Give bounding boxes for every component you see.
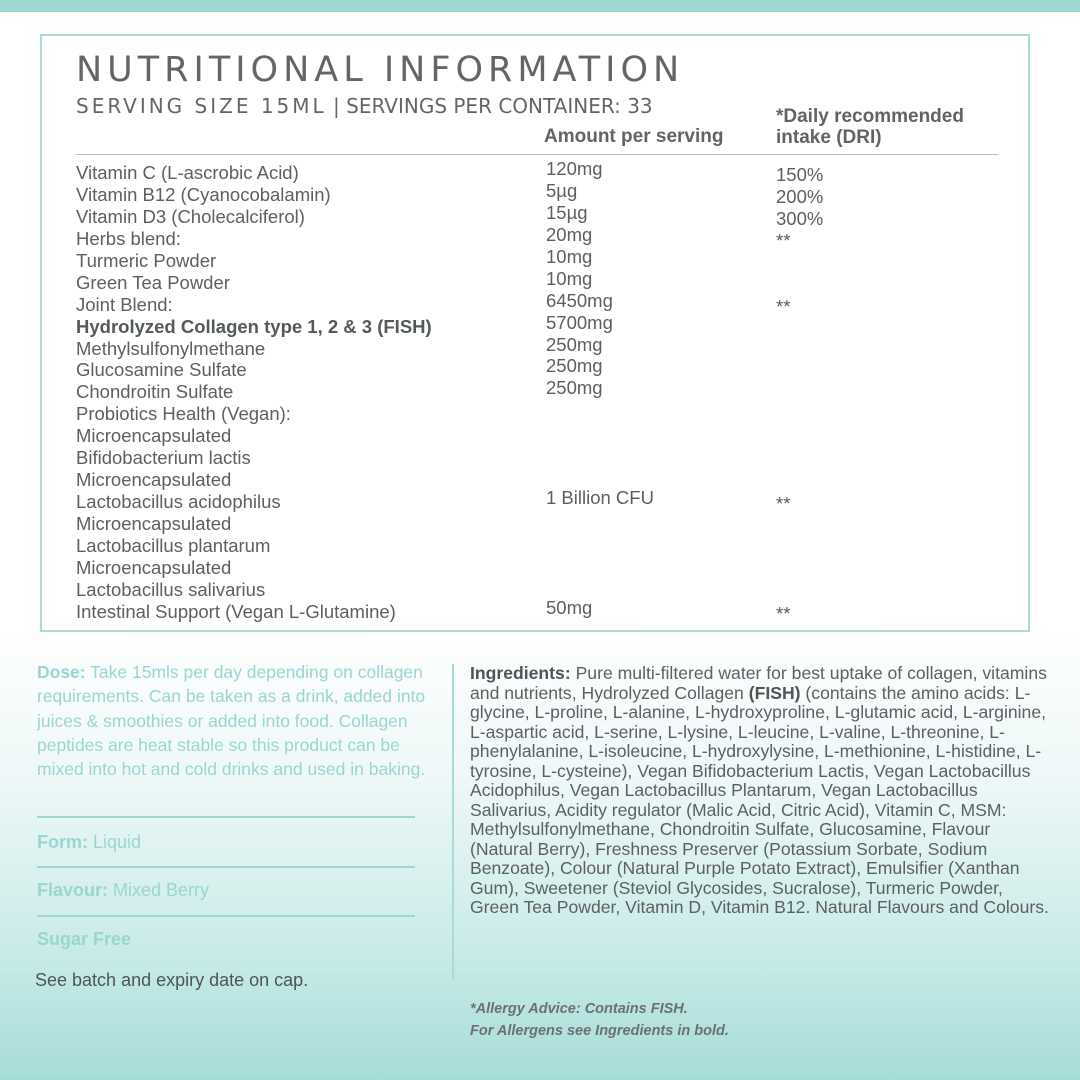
- nutrient-name: Microencapsulated: [76, 425, 232, 447]
- nutrient-amount: 50mg: [546, 596, 593, 618]
- allergy-advice: [470, 998, 729, 1042]
- nutrient-name: Bifidobacterium lactis: [76, 447, 251, 469]
- nutrition-panel: [40, 34, 1030, 632]
- nutrient-name: Green Tea Powder: [76, 271, 230, 293]
- nutrient-table: [76, 158, 1006, 624]
- dose-text: Take 15mls per day depending on collagen requirements. Can be taken as a drink, added into juices & smoothies or added into food. Collagen peptides are heat stable so this product can be mixed into hot and cold drinks and used in baking.: [37, 662, 426, 780]
- panel-title: NUTRITIONAL INFORMATION: [76, 50, 685, 90]
- nutrient-name: Intestinal Support (Vegan L-Glutamine): [76, 600, 396, 622]
- nutrient-name: Vitamin D3 (Cholecalciferol): [76, 205, 305, 227]
- ingredients-section: [470, 664, 1055, 918]
- serving-info: [76, 94, 653, 118]
- nutrient-amount: 1 Billion CFU: [546, 487, 654, 509]
- nutrient-row: [76, 179, 1006, 207]
- nutrient-amount: 5µg: [546, 179, 578, 201]
- nutrient-dri: 150%: [776, 164, 824, 185]
- nutrient-amount: 250mg: [546, 333, 603, 355]
- nutrient-row: [76, 223, 1006, 251]
- nutrient-amount: 6450mg: [546, 289, 613, 311]
- nutrient-row: [76, 469, 1006, 491]
- nutrient-name: Herbs blend:: [76, 227, 181, 249]
- serving-size: SERVING SIZE 15ML: [76, 94, 327, 118]
- allergy-line-1: *Allergy Advice: Contains FISH.: [470, 1001, 688, 1017]
- nutrient-dri: **: [776, 602, 791, 624]
- nutrient-name: Microencapsulated: [76, 556, 232, 578]
- form-value: Liquid: [88, 832, 142, 852]
- nutrient-dri: **: [776, 295, 791, 317]
- nutrient-name: Methylsulfonylmethane: [76, 337, 266, 359]
- top-accent-bar: [0, 0, 1080, 12]
- dose-paragraph: [37, 660, 437, 781]
- flavour-label: Flavour:: [37, 880, 109, 900]
- nutrient-row: [76, 557, 1006, 579]
- nutrient-amount: 20mg: [546, 223, 593, 245]
- nutrient-amount: 250mg: [546, 377, 603, 399]
- nutrient-row: [76, 158, 1006, 185]
- nutrient-amount: 15µg: [546, 201, 588, 223]
- nutrient-name: Lactobacillus salivarius: [76, 578, 266, 600]
- nutrient-amount: 120mg: [546, 158, 603, 179]
- column-divider: [452, 664, 454, 979]
- nutrient-dri: **: [776, 493, 791, 515]
- nutrient-row: [76, 201, 1006, 229]
- ingredients-paragraph: [470, 664, 1055, 918]
- nutrient-row: [76, 403, 1006, 425]
- ingredients-label: Ingredients:: [470, 663, 571, 683]
- nutrient-row: [76, 289, 1006, 317]
- nutrient-name: Microencapsulated: [76, 513, 232, 534]
- flavour-value: Mixed Berry: [108, 880, 210, 900]
- nutrient-name: Chondroitin Sulfate: [76, 381, 234, 403]
- header-divider: [76, 154, 998, 155]
- batch-note: See batch and expiry date on cap.: [35, 970, 309, 990]
- divider-line: [37, 915, 415, 917]
- nutrient-name: Turmeric Powder: [76, 249, 217, 271]
- nutrient-row: [76, 245, 1006, 272]
- nutrient-row: [76, 311, 1006, 338]
- nutrient-name: Vitamin B12 (Cyanocobalamin): [76, 183, 331, 205]
- dose-label: Dose:: [37, 662, 86, 682]
- nutrient-name: Joint Blend:: [76, 293, 173, 315]
- form-label: Form:: [37, 832, 88, 852]
- nutrient-name: Probiotics Health (Vegan):: [76, 403, 291, 425]
- nutrient-row: [76, 596, 1006, 624]
- form-line: [37, 832, 141, 853]
- nutrient-name: Microencapsulated: [76, 469, 232, 491]
- nutrient-name: Lactobacillus acidophilus: [76, 491, 281, 513]
- column-header-amount: Amount per serving: [544, 126, 724, 147]
- nutrient-amount: 10mg: [546, 245, 593, 267]
- nutrient-name: Vitamin C (L-ascrobic Acid): [76, 162, 299, 183]
- nutrient-row: [76, 535, 1006, 557]
- nutrient-row: [76, 447, 1006, 469]
- allergy-line-2: For Allergens see Ingredients in bold.: [470, 1023, 729, 1039]
- nutrient-row: [76, 425, 1006, 447]
- nutrient-name: Glucosamine Sulfate: [76, 359, 247, 381]
- nutrient-amount: 250mg: [546, 355, 603, 377]
- nutrient-amount: 10mg: [546, 267, 593, 289]
- divider-line: [37, 816, 415, 818]
- ingredients-fish: (FISH): [748, 682, 801, 703]
- nutrient-row: [76, 377, 1006, 403]
- divider-line: [37, 866, 415, 868]
- servings-per-container: SERVINGS PER CONTAINER: 33: [346, 94, 653, 118]
- dose-section: [37, 660, 437, 781]
- column-header-dri: *Daily recommended intake (DRI): [776, 106, 964, 148]
- nutrient-dri: **: [776, 229, 791, 251]
- nutrient-dri: 200%: [776, 185, 824, 207]
- nutrient-name: Lactobacillus plantarum: [76, 534, 271, 556]
- sugar-free-label: Sugar Free: [37, 929, 132, 949]
- nutrient-row: [76, 333, 1006, 360]
- nutrient-amount: 5700mg: [546, 311, 613, 333]
- nutrient-row: [76, 487, 1006, 515]
- nutrient-row: [76, 579, 1006, 601]
- nutrient-name: Hydrolyzed Collagen type 1, 2 & 3 (FISH): [76, 315, 432, 337]
- nutrient-row: [76, 513, 1006, 535]
- nutrient-row: [76, 355, 1006, 381]
- serving-separator: |: [333, 94, 340, 118]
- nutrient-dri: 300%: [776, 207, 824, 229]
- nutrient-row: [76, 267, 1006, 294]
- ingredients-text-2: (contains the amino acids: L-glycine, L-proline, L-alanine, L-hydroxyproline, L-glutamic acid, L-arginine, L-aspartic acid, L-serine, L-lysine, L-leucine, L-valine, L-threonine, L-phenylalanine, L-isoleucine, L-hydroxylysine, L-methionine, L-histidine, L-tyrosine, L-cysteine), Vegan Bifidobacterium Lactis, Vegan Lactobacillus Acidophilus, Vegan Lactobacillus Plantarum, Vegan Lactobacillus Salivarius, Acidity regulator (Malic Acid, Citric Acid), Vitamin C, MSM: Methylsulfonylmethane, Chondroitin Sulfate, Glucosamine, Flavour (Natural Berry), Freshness Preserver (Potassium Sorbate, Sodium Benzoate), Colour (Natural Purple Potato Extract), Emulsifier (Xanthan Gum), Sweetener (Steviol Glycosides, Sucralose), Turmeric Powder, Green Tea Powder, Vitamin D, Vitamin B12. Natural Flavours and Colours.: [470, 682, 1049, 917]
- ingredients-text-1: Pure multi-filtered water for best uptake of collagen, vitamins and nutrients, Hydrolyzed Collagen: [470, 663, 1047, 703]
- flavour-line: [37, 880, 209, 901]
